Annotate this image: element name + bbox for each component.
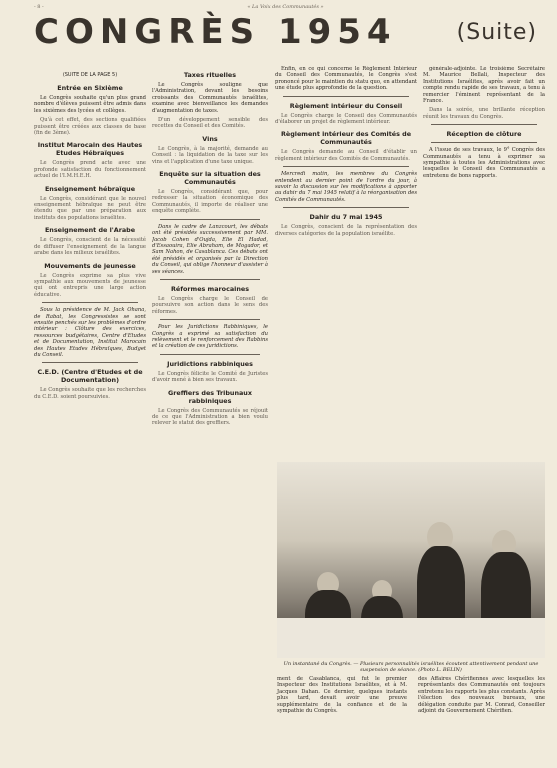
bottom-column-4: des Affaires Chérifiennes avec lesquelles les représentants des Communautés ont toujours entretenu les rapports les plus constants. Après l'élection des nouveaux bureaux, une délégation conduite par M. Conrad, Conseiller adjoint du Gouvernement Chérifien. [418,676,545,715]
column-1 [34,66,146,764]
section-heading: Règlement intérieur des Comités de Communautés [280,130,412,147]
paragraph: Le Congrès, considérant que, pour redresser la situation économique des Communautés, il importe de réaliser une enquête complète. [152,189,268,215]
paragraph: Le Congrès félicite le Comité de Juristes d'avoir mené à bien ses travaux. [152,370,268,384]
paragraph: Enfin, en ce qui concerne le Règlement Intérieur du Conseil des Communautés, le Congrès s'est prononcé pour le maintien du statu quo, en attendant une étude plus approfondie de la question. [275,66,417,92]
page-number: - 8 - [34,4,44,10]
paragraph: Le Congrès, conscient de la nécessité de diffuser l'enseignement de la langue arabe dans les milieux israélites. [34,237,146,257]
divider [42,302,138,303]
paragraph: générale-adjointe. Le troisième Secrétaire M. Maurice Bellali, Inspecteur des Institutions Israélites, après avoir fait un compte rendu rapide de ses travaux, a tenu à remercier l'éminent représentant de la France. [423,66,545,105]
paragraph: Le Congrès prend acte avec une profonde satisfaction du fonctionnement actuel de l'I.M.H.E.H. [34,160,146,180]
divider [160,279,260,280]
paragraph: Le Congrès, à la majorité, demande au Conseil : la liquidation de la taxe sur les vins et l'application d'une taxe unique. [152,145,268,165]
paragraph: Le Congrès demande au Conseil d'établir un règlement intérieur des Comités de Communautés. [275,149,417,162]
section-heading: Mouvements de jeunesse [44,261,136,270]
column-4 [423,66,545,458]
paragraph: Le Congrès souhaite qu'un plus grand nombre d'élèves puissent être admis dans les sixièmes des lycées et collèges. [34,95,146,114]
divider [160,319,260,320]
divider [431,142,537,143]
italic-note: Dans le cadre de Lanzcourt, les débats ont été présidés successivement par MM. Jacob Cohen d'Oujda, Elie El Hadad, d'Essaouira, Elie Abraham, de Mogador, et Sam Nahon, de Casablanca. Ces débats ont été présidés et organisés par la Direction du Conseil, qui oblige l'honneur d'assister à ses séances. [152,223,268,275]
paragraph: D'un développement sensible des recettes du Conseil et des Comités. [152,117,268,130]
divider [160,354,260,355]
section-heading: Entrée en Sixième [57,84,123,92]
congress-photo [277,462,545,658]
photo-caption: Un instantané du Congrès. — Plusieurs personnalités israélites écoutent attentivement pendant une suspension de séance. (Photo L. BELIN) [283,661,539,673]
section-heading: Taxes rituelles [183,71,237,79]
column-2 [152,66,268,764]
paragraph: Le Congrès, conscient de la représentation des diverses catégories de la population israélite. [275,224,417,237]
paragraph: Dans la soirée, une brillante réception réunit les travaux du Congrès. [423,107,545,120]
divider [283,166,409,167]
section-heading: Juridictions rabbiniques [167,359,253,368]
section-heading: Règlement intérieur du Conseil [289,101,403,110]
section-heading: Enseignement hébraïque [44,184,136,193]
paragraph: Le Congrès, considérant que le nouvel enseignement hébraïque ne peut être étendu que par une préparation aux instituts des populations israélites. [34,195,146,221]
divider [283,96,409,97]
paragraph: Qu'à cet effet, des sections qualifiées puissent être créées aux classes de base (fin de 3ème). [34,117,146,137]
divider [431,124,537,125]
section-heading: Réformes marocaines [170,284,250,293]
divider [42,362,138,363]
page-title [34,12,537,52]
column-3 [275,66,417,458]
section-heading: Réception de clôture [446,130,522,139]
section-heading: Institut Marocain des Hautes Etudes Hébraïques [37,141,143,158]
title-suite: (Suite) [456,19,537,45]
section-heading: Vins [202,134,218,143]
italic-note: Mercredi matin, les membres du Congrès entendent au dernier point de l'ordre du jour, à savoir la discussion sur les modifications à apporter au dahir du 7 mai 1945 relatif à la réorganisation des Comités de Communautés. [275,171,417,203]
italic-note: Sous la présidence de M. Jack Ohana, de Rabat, les Congressistes se sont ensuite penchés sur les problèmes d'ordre intérieur : Clôture des exercices, ressources budgétaires, Centre d'Etudes et de Documentation, Institut Marocain des Hautes Etudes Hébraïques, Budget du Conseil. [34,307,146,358]
running-head: « La Voix des Communautés » [247,4,324,10]
title-main: CONGRÈS 1954 [34,12,397,52]
paragraph: A l'issue de ses travaux, le 9° Congrès des Communautés a tenu à exprimer sa sympathie à toutes les Administrations avec lesquelles le Conseil des Communautés a entretenu de bons rapports. [423,147,545,179]
paragraph: Le Congrès charge le Conseil de poursuivre son action dans le sens des réformes. [152,295,268,315]
section-heading: Enquête sur la situation des Communautés [159,170,261,187]
section-heading: C.E.D. (Centre d'Etudes et de Documentation) [37,368,143,385]
paragraph: Le Congrès souligne que l'Administration, devant les besoins croissants des Communautés israélites, examine avec bienveillance les demandes d'augmentation de taxes. [152,82,268,114]
section-heading: Enseignement de l'Arabe [44,226,136,235]
paragraph: Le Congrès exprime sa plus vive sympathie aux mouvements de jeunesse qui ont entrepris une large action éducative. [34,272,146,298]
paragraph: Le Congrès charge le Conseil des Communautés d'élaborer un projet de règlement intérieur. [275,112,417,126]
table-surface [277,618,545,658]
divider [283,207,409,208]
bottom-column-3: ment de Casablanca, qui fut le premier Inspecteur des Institutions Israélites, et à M. Jacques Dahan. Ce dernier, quelques instants plus tard, devait avoir une preuve supplémentaire de la confiance et de la sympathie du Congrès. [277,676,407,715]
section-heading: Greffiers des Tribunaux rabbiniques [168,388,252,405]
divider [160,219,260,220]
paragraph: Le Congrès souhaite que les recherches du C.E.D. soient poursuivies. [34,387,146,400]
italic-note: Pour les Juridictions Rabbiniques, le Congrès a exprimé sa satisfaction du relèvement et le renforcement des Rabbins et la création de ces juridictions. [152,324,268,350]
paragraph: Le Congrès des Communautés se réjouit de ce que l'Administration a bien voulu relever le statut des greffiers. [152,407,268,427]
section-heading: Dahir du 7 mai 1945 [309,213,383,222]
continued-note: (SUITE DE LA PAGE 5) [62,72,118,78]
